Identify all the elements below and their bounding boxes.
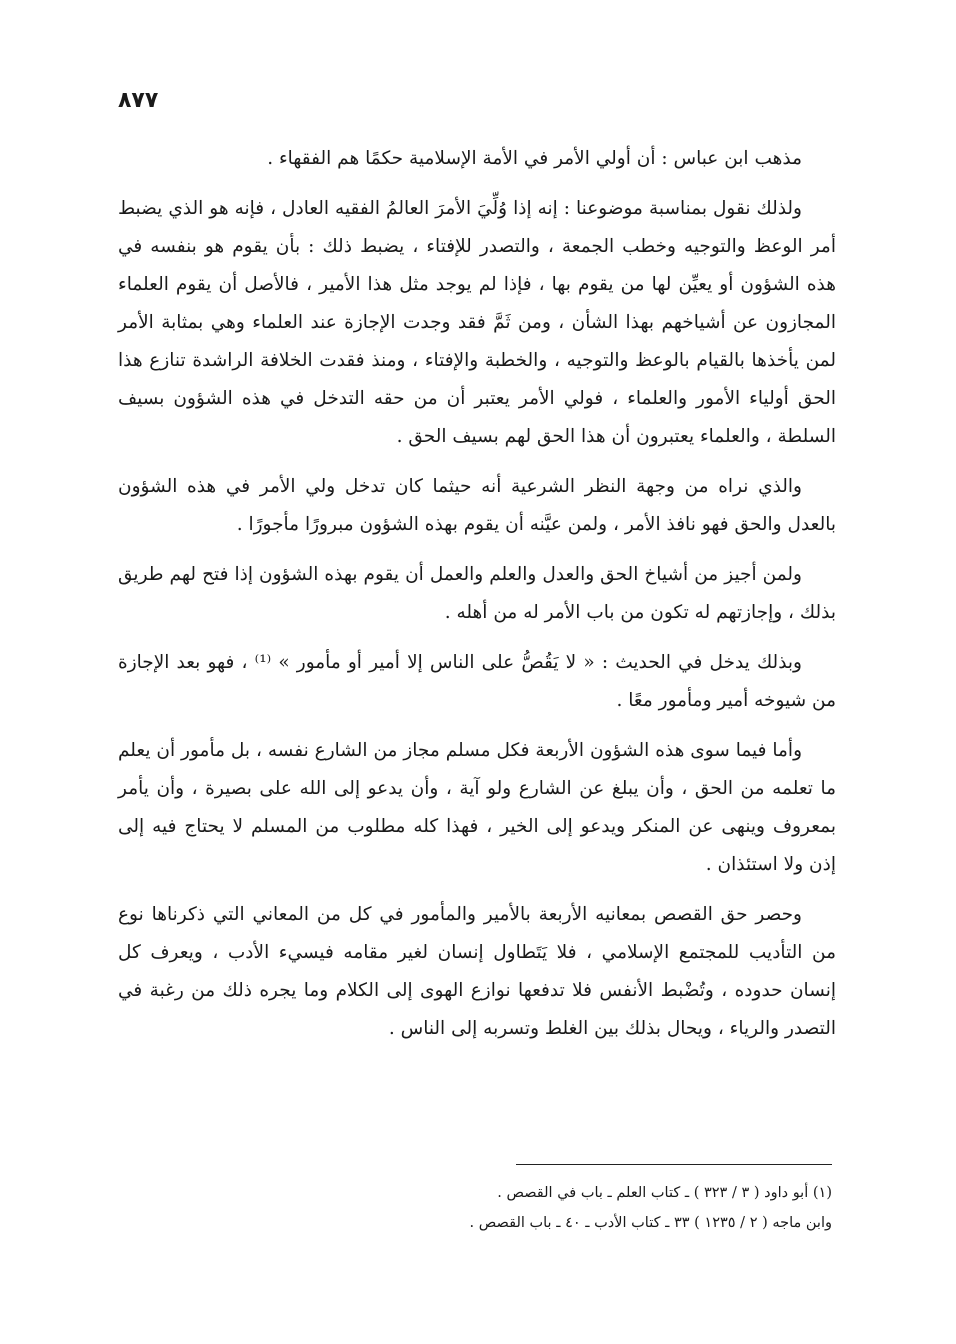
page-number: ٨٧٧	[118, 88, 159, 113]
footnotes	[300, 1178, 832, 1238]
paragraph: ولمن أجيز من أشياخ الحق والعدل والعلم والعمل أن يقوم بهذه الشؤون إذا فتح لهم طريق بذلك ، وإجازتهم له تكون من باب الأمر له من أهله .	[118, 564, 836, 623]
main-text	[118, 140, 836, 1060]
footnote-divider	[516, 1164, 832, 1165]
paragraph: وأما فيما سوى هذه الشؤون الأربعة فكل مسلم مجاز من الشارع نفسه ، بل مأمور أن يعلم ما تعلمه من الحق ، وأن يبلغ عن الشارع ولو آية ، وأن يدعو إلى الله على بصيرة ، وأن يأمر بمعروف وينهى عن المنكر ويدعو إلى الخير ، فهذا كله مطلوب من المسلم لا يحتاج فيه إلى إذن ولا استئذان .	[118, 740, 836, 875]
paragraph: وحصر حق القصص بمعانيه الأربعة بالأمير والمأمور في كل من المعاني التي ذكرناها نوع من التأديب للمجتمع الإسلامي ، فلا يَتَطاول إنسان لغير مقامه فيسيء الأدب ، ويعرف كل إنسان حدوده ، وتُضْبط الأنفس فلا تدفعها نوازع الهوى إلى الكلام وما يجره ذلك من رغبة في التصدر والرياء ، ويحال بذلك بين الغلط وتسربه إلى الناس .	[118, 904, 836, 1039]
paragraph: وبذلك يدخل في الحديث : « لا يَقُصُّ على الناس إلا أمير أو مأمور » ⁽¹⁾ ، فهو بعد الإجازة من شيوخه أمير ومأمور معًا .	[118, 652, 836, 711]
paragraph: ولذلك نقول بمناسبة موضوعنا : إنه إذا وُلِّيَ الأمرَ العالمُ الفقيه العادل ، فإنه هو الذي يضبط أمر الوعظ والتوجيه وخطب الجمعة ، والتصدر للإفتاء ، يضبط ذلك : بأن يقوم هو بنفسه في هذه الشؤون أو يعيِّن لها من يقوم بها ، فإذا لم يوجد مثل هذا الأمير ، فالأصل أن يقوم العلماء المجازون عن أشياخهم بهذا الشأن ، ومن ثَمَّ فقد وجدت الإجازة عند العلماء وهي بمثابة الأمر لمن يأخذها بالقيام بالوعظ والتوجيه ، والخطبة والإفتاء ، ومنذ فقدت الخلافة الراشدة تنازع هذا الحق أولياء الأمور والعلماء ، فولي الأمر يعتبر أن من حقه التدخل في هذه الشؤون بسيف السلطة ، والعلماء يعتبرون أن هذا الحق لهم بسيف الحق .	[118, 198, 836, 447]
paragraph: والذي نراه من وجهة النظر الشرعية أنه حيثما كان تدخل ولي الأمر في هذه الشؤون بالعدل والحق فهو نافذ الأمر ، ولمن عيَّنه أن يقوم بهذه الشؤون مبرورًا مأجورًا .	[118, 476, 836, 535]
paragraph: مذهب ابن عباس : أن أولي الأمر في الأمة الإسلامية حكمًا هم الفقهاء .	[267, 148, 802, 169]
footnote-line: وابن ماجه ( ٢ / ١٢٣٥ ) ٣٣ ـ كتاب الأدب ـ ٤٠ ـ باب القصص .	[469, 1215, 832, 1231]
footnote-line: (١) أبو داود ( ٣ / ٣٢٣ ) ـ كتاب العلم ـ باب في القصص .	[497, 1185, 832, 1201]
